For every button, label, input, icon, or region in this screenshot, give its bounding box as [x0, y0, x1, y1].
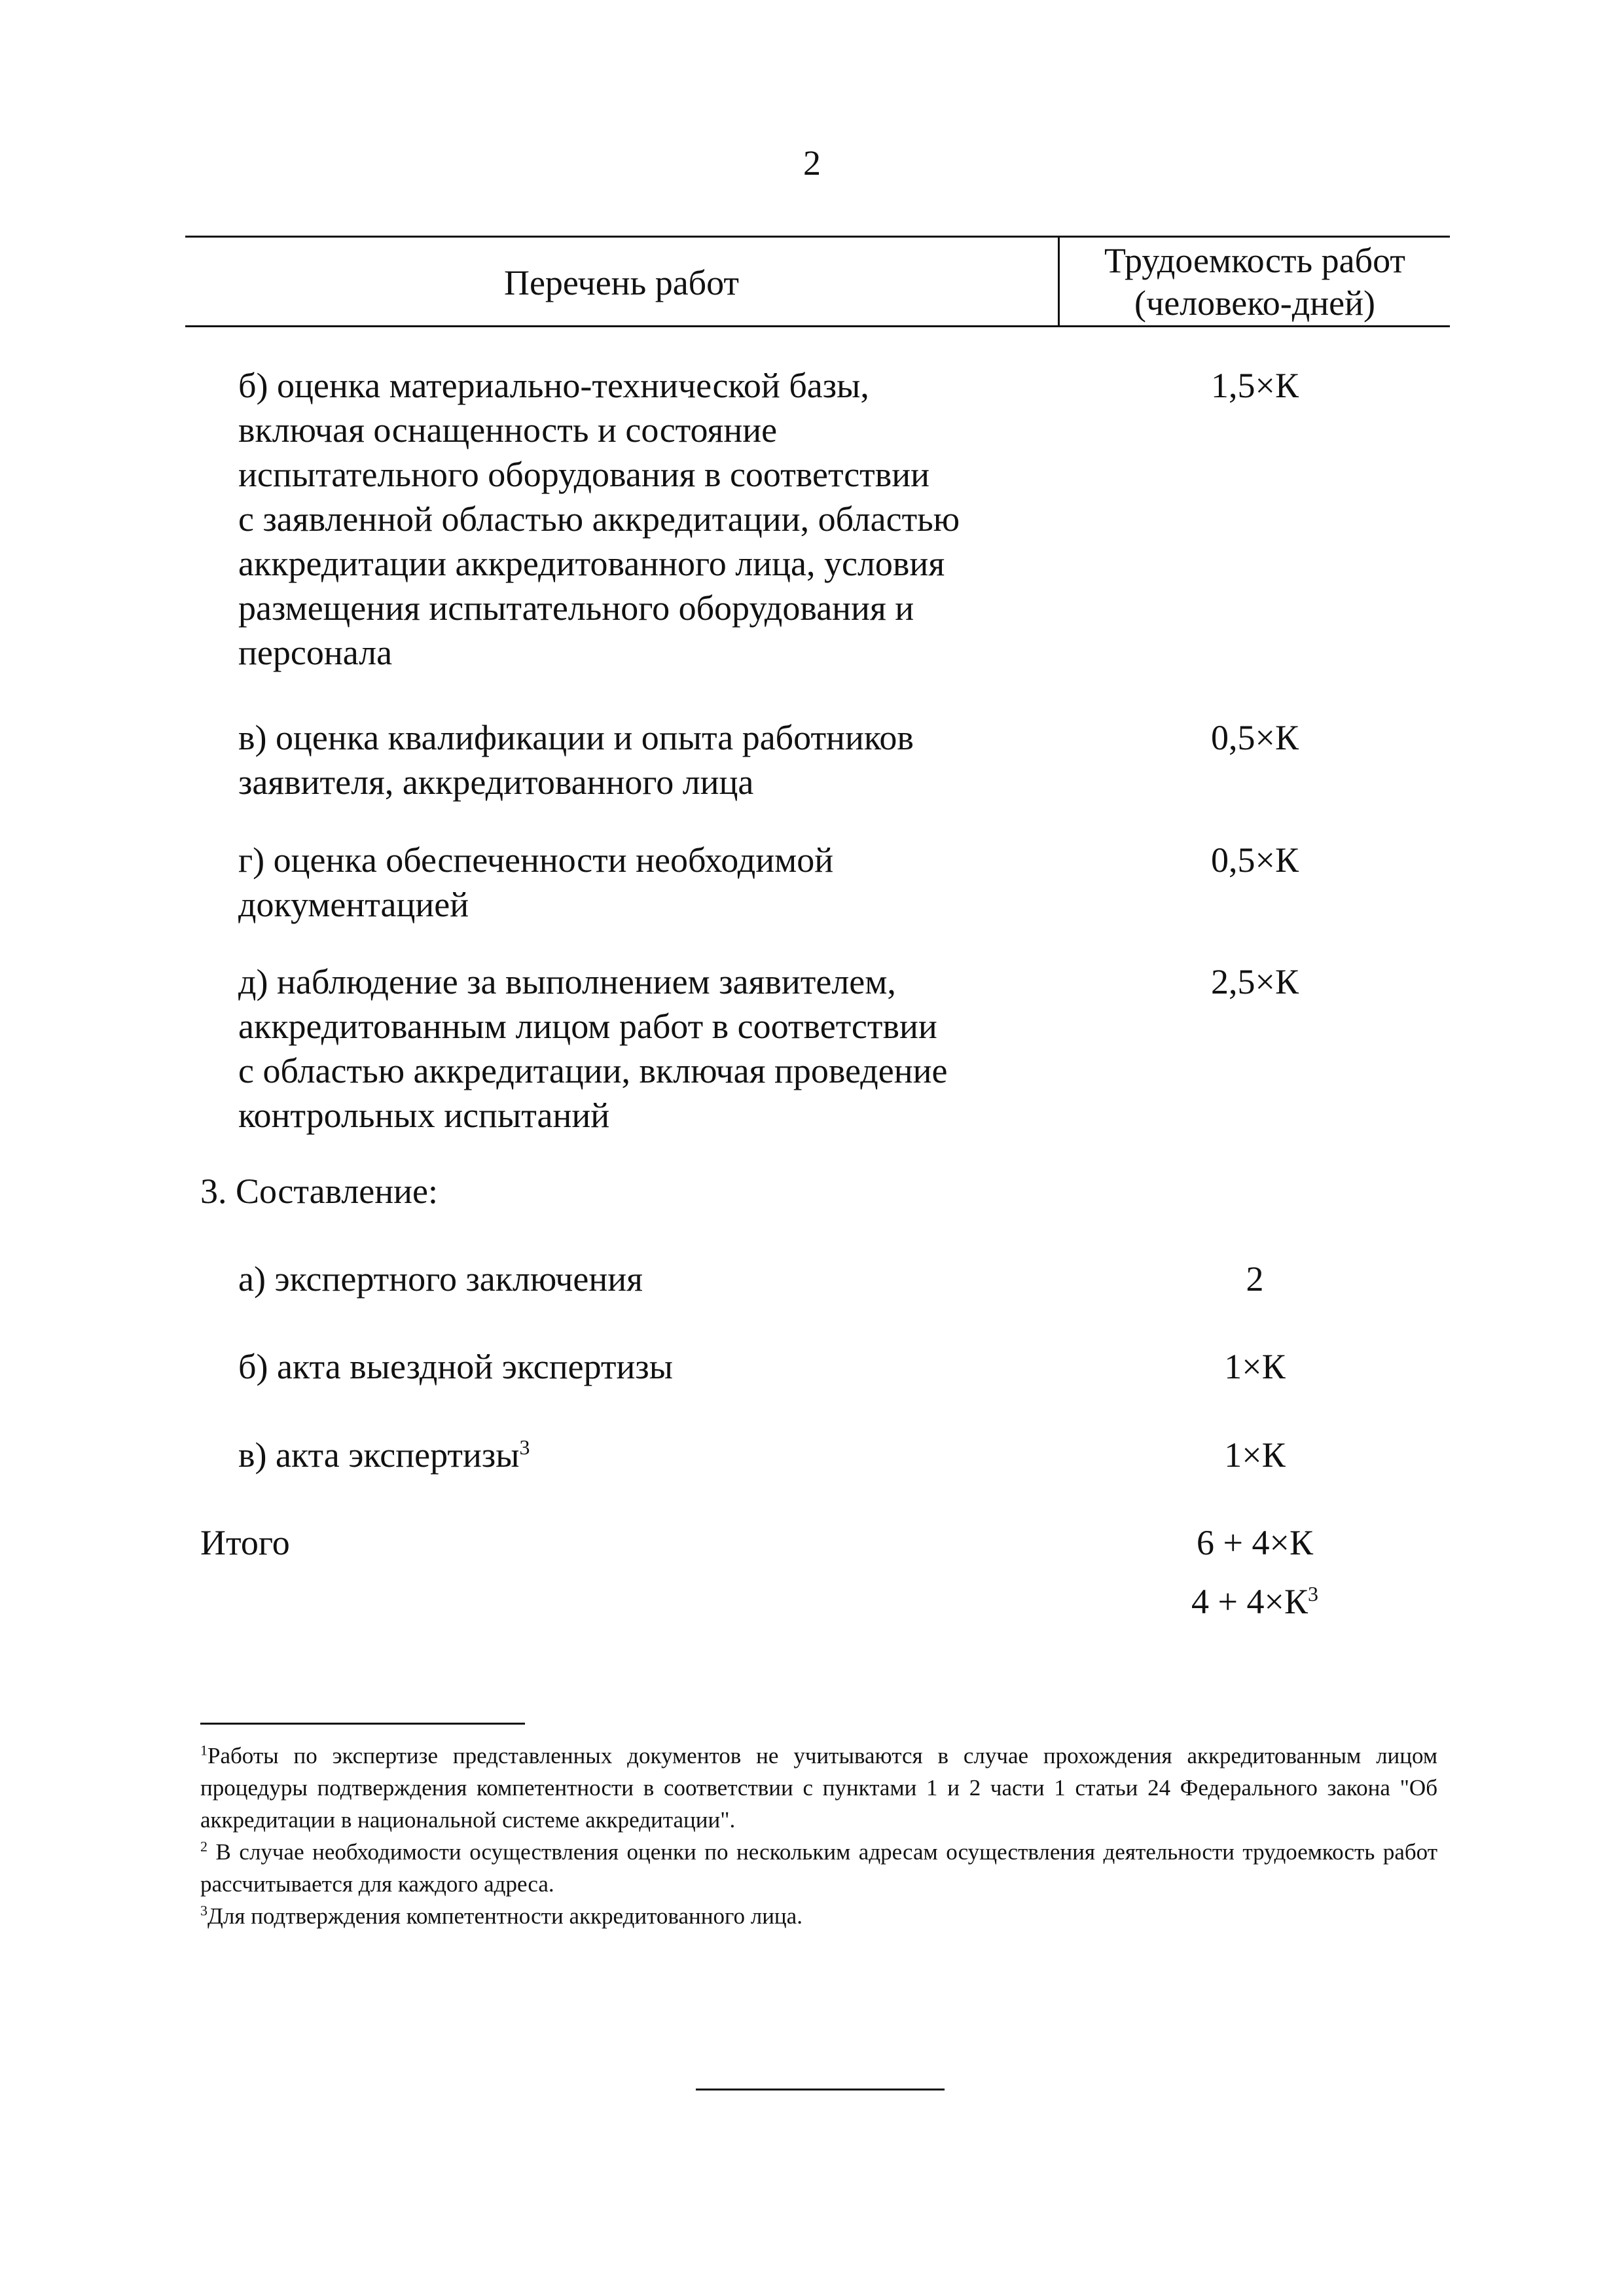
row-text-v-expertise-act: [238, 1433, 1043, 1477]
row-text-v-expertise-act-label: в) акта экспертизы: [238, 1435, 520, 1475]
table-header-labor-intensity-line2: (человеко-дней): [1134, 283, 1375, 323]
row-text-section-3-compilation: 3. Составление:: [200, 1172, 439, 1211]
page-number: 2: [803, 143, 821, 183]
row-value-v-expertise-act: 1×К: [1224, 1435, 1286, 1475]
footnotes: [200, 1740, 1437, 1932]
footnote-separator: [200, 1723, 525, 1725]
row-value-d-observation: 2,5×К: [1211, 962, 1299, 1001]
table-header-works-list: Перечень работ: [503, 263, 740, 302]
row-value-v-qualification: 0,5×К: [1211, 718, 1299, 757]
table-header-top-rule: [185, 236, 1450, 238]
footnote-1-text: Работы по экспертизе представленных документов не учитываются в случае прохождения аккредитованным лицом процедуры подтверждения компетентности в соответствии с пунктами 1 и 2 части 1 статьи 24 Федерального закона "Об аккредитации в национальной системе аккредитации".: [200, 1743, 1437, 1833]
footnote-3-mark: 3: [200, 1902, 208, 1919]
footnote-ref-3: 3: [519, 1435, 530, 1459]
footnote-2-mark: 2: [200, 1838, 208, 1855]
row-text-a-expert-conclusion: а) экспертного заключения: [238, 1259, 643, 1299]
footnote-2: [200, 1836, 1437, 1900]
table-header-labor-intensity: [1060, 240, 1450, 325]
row-value-g-documentation: 0,5×К: [1211, 840, 1299, 880]
total-value-2: [1060, 1579, 1450, 1624]
row-text-b-onsite-act: б) акта выездной экспертизы: [238, 1347, 674, 1386]
row-text-g-documentation: г) оценка обеспеченности необходимой документацией: [238, 840, 834, 924]
total-footnote-ref-3: 3: [1307, 1582, 1318, 1605]
row-value-b-material-base: 1,5×К: [1211, 366, 1299, 405]
row-text-b-material-base: б) оценка материально-технической базы, включая оснащенность и состояние испытательного оборудования в соответствии с заявленной областью аккредитации, областью аккредитации аккредитованного лица, условия размещения испытательного оборудования и персонала: [238, 366, 960, 672]
footnote-1: [200, 1740, 1437, 1836]
total-value-2-text: 4 + 4×К: [1191, 1582, 1308, 1621]
footnote-2-text: В случае необходимости осуществления оценки по нескольким адресам осуществления деятельности трудоемкость работ рассчитывается для каждого адреса.: [200, 1839, 1438, 1897]
row-text-v-qualification: в) оценка квалификации и опыта работников заявителя, аккредитованного лица: [238, 718, 914, 802]
table-header-labor-intensity-line1: Трудоемкость работ: [1104, 241, 1405, 280]
total-value-1: 6 + 4×К: [1197, 1523, 1313, 1562]
row-value-b-onsite-act: 1×К: [1224, 1347, 1286, 1386]
row-text-d-observation: д) наблюдение за выполнением заявителем, аккредитованным лицом работ в соответствии с областью аккредитации, включая проведение контрольных испытаний: [238, 962, 948, 1135]
footnote-1-mark: 1: [200, 1742, 208, 1759]
row-value-a-expert-conclusion: 2: [1246, 1259, 1264, 1299]
table-header-bottom-rule: [185, 325, 1450, 327]
footnote-3-text: Для подтверждения компетентности аккредитованного лица.: [208, 1903, 803, 1929]
footnote-3: [200, 1900, 1437, 1932]
total-label: Итого: [200, 1523, 290, 1562]
end-of-document-rule: [696, 2089, 945, 2090]
